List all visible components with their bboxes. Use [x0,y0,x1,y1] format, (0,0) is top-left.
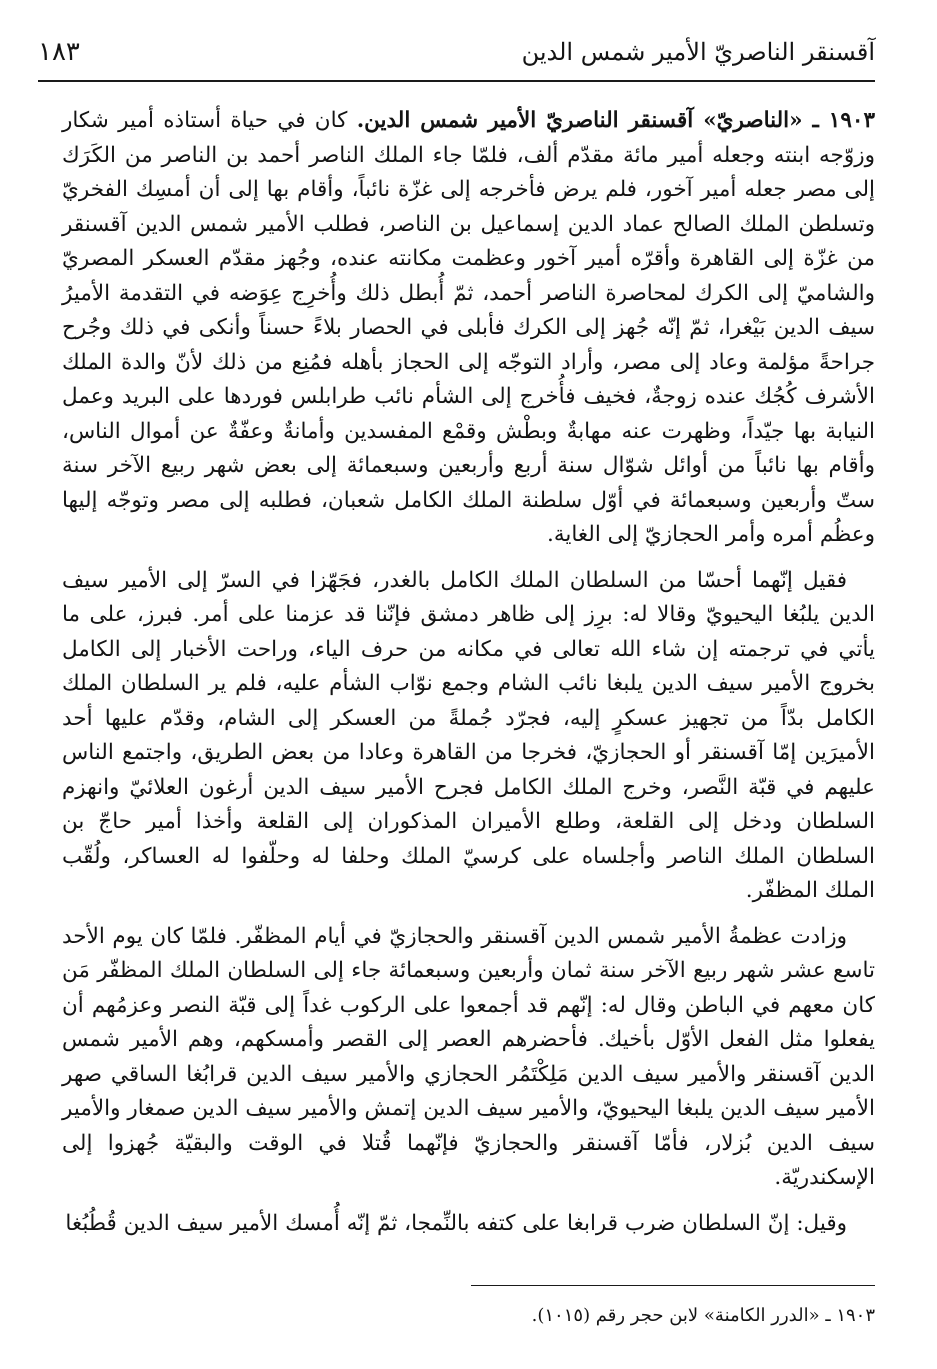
running-title: آقسنقر الناصريّ الأمير شمس الدين [521,38,875,66]
page-number: ١٨٣ [38,37,80,67]
header-rule [38,80,875,82]
page-header [38,30,875,74]
main-text [62,104,875,1252]
footnote-rule [471,1285,875,1286]
entry-heading: ١٩٠٣ ـ «الناصريّ» آقسنقر الناصريّ الأمير شمس الدين. [356,108,875,133]
entry-text: كان في حياة أستاذه أمير شكار وزوّجه ابنته وجعله أمير مائة مقدّم ألف، فلمّا جاء الملك الناصر أحمد بن الناصر من الكَرَك إلى مصر جعله أمير آخور، فلم يرض فأخرجه إلى غزّة نائباً، وأقام بها إلى أن أمسِك الفخريّ وتسلطن الملك الصالح عماد الدين إسماعيل بن الناصر، فطلب الأمير شمس الدين آقسنقر من غزّة إلى القاهرة وأقرّه أمير آخور وعظمت مكانته عنده، وجُهز مقدّم العسكر المصريّ والشاميّ إلى الكرك لمحاصرة الناصر أحمد، ثمّ أُبطل ذلك وأُخرِج عِوَضه في التقدمة الأميرُ سيف الدين بَيْغرا، ثمّ إنّه جُهز إلى الكرك فأبلى في الحصار بلاءً حسناً وأنكى في ذلك وجُرح جراحةً مؤلمة وعاد إلى مصر، وأراد التوجّه إلى الحجاز بأهله فمُنِع من ذلك لأنّ والدة الملك الأشرف كُجُك عنده زوجةٌ، فخيف فأُخرج إلى الشأم نائب طرابلس فوردها على البريد وعمل النيابة بها جيّداً، وظهرت عنه مهابةٌ وبطْش وقمْع المفسدين وأمانةٌ وعفّةٌ عن أموال الناس، وأقام بها نائباً من أوائل شوّال سنة أربع وأربعين وسبعمائة إلى بعض شهر ربيع الآخر سنة ستّ وأربعين وسبعمائة في أوّل سلطنة الملك الكامل شعبان، فطلبه إلى مصر وتوجّه إليها وعظُم أمره وأمر الحجازيّ إلى الغاية. [62,108,875,547]
paragraph: فقيل إنّهما أحسّا من السلطان الملك الكامل بالغدر، فجَهّزا في السرّ إلى الأمير سيف الدين يلبُغا اليحيويّ وقالا له: برِز إلى ظاهر دمشق فإنّنا قد عزمنا على أمر. فبرز، على ما يأتي في ترجمته إن شاء الله تعالى في مكانه من حرف الياء، وراحت الأخبار إلى الكامل بخروج الأمير سيف الدين يلبغا نائب الشام وجمع نوّاب الشأم عليه، فلم ير السلطان الملك الكامل بدّاً من تجهيز عسكرٍ إليه، فجرّد جُملةً من العسكر إلى الشام، وقدّم عليها أحد الأميرَين إمّا آقسنقر أو الحجازيّ، فخرجا من القاهرة وعادا من بعض الطريق، واجتمع الناس عليهم في قبّة النَّصر، وخرج الملك الكامل فجرح الأمير سيف الدين أرغون العلائيّ وانهزم السلطان ودخل إلى القلعة، وطلع الأميران المذكوران إلى القلعة وأخذا أمير حاجّ بن السلطان الملك الناصر وأجلساه على كرسيّ الملك وحلفا له وحلّفوا له العساكر، ولُقّب الملك المظفّر. [62,567,875,903]
paragraph: وزادت عظمةُ الأمير شمس الدين آقسنقر والحجازيّ في أيام المظفّر. فلمّا كان يوم الأحد تاسع عشر شهر ربيع الآخر سنة ثمان وأربعين وسبعمائة جاء إلى السلطان الملك المظفّر مَن كان معهم في الباطن وقال له: إنّهم قد أجمعوا على الركوب غداً إلى قبّة النصر وعزمُهم أن يفعلوا مثل الفعل الأوّل بأخيك. فأحضرهم العصر إلى القصر وأمسكهم، وهم الأمير شمس الدين آقسنقر والأمير سيف الدين مَلِكْتَمُر الحجازي والأمير سيف الدين قرابُغا الساقي صهر الأمير سيف الدين يلبغا اليحيويّ، والأمير سيف الدين إتمش والأمير سيف الدين صمغار والأمير سيف الدين بُزلار، فأمّا آقسنقر والحجازيّ فإنّهما قُتلا في الوقت والبقيّة جُهزوا إلى الإسكندريّة. [62,923,875,1190]
footnote: ١٩٠٣ ـ «الدرر الكامنة» لابن حجر رقم (١٠١٥). [531,1305,875,1326]
paragraph: وقيل: إنّ السلطان ضرب قرابغا على كتفه بالنِّمجا، ثمّ إنّه أُمسك الأمير سيف الدين قُطُبُغا [65,1210,847,1236]
entry-paragraph [62,104,875,553]
